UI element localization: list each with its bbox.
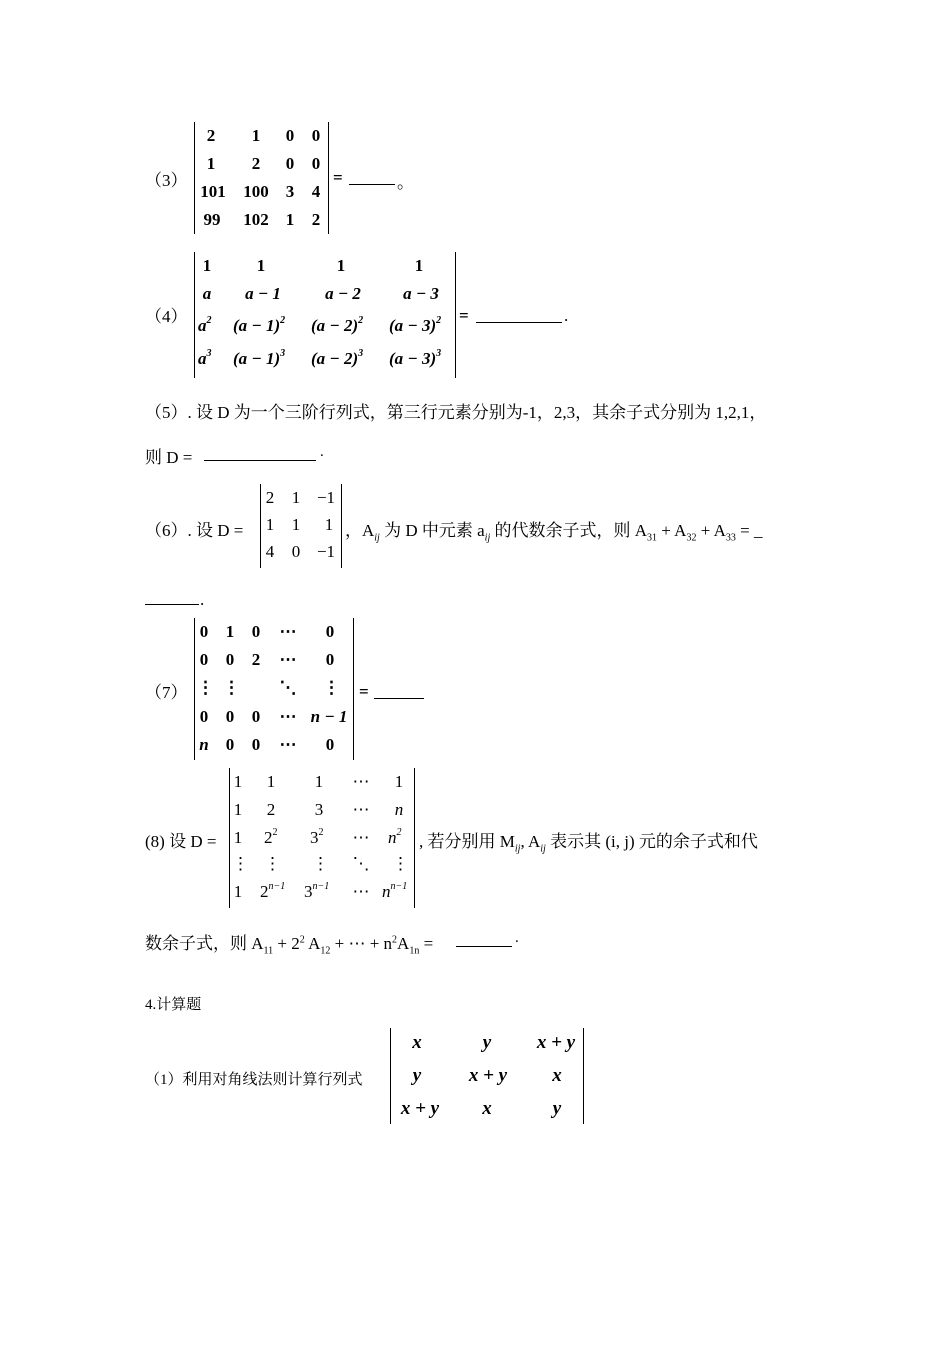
- q8-r1c1: 1: [233, 772, 243, 791]
- q6-r2c3: 1: [324, 515, 334, 534]
- q7-r5c4: ⋯: [279, 735, 297, 754]
- q7-determinant: [194, 618, 354, 760]
- q8-end: .: [515, 930, 519, 946]
- q4-r2c2: a − 1: [245, 284, 281, 303]
- c1-r1c2: y: [482, 1032, 492, 1053]
- q5-answer-blank: [204, 446, 316, 461]
- q8-r4c4: ⋱: [352, 854, 370, 873]
- q3-r3c1: 101: [200, 182, 226, 201]
- q4-r1c4: 1: [414, 256, 424, 275]
- q3-label: （3）: [145, 171, 188, 190]
- q8-r5c1: 1: [233, 882, 243, 901]
- q7-r3c4: ⋱: [279, 678, 297, 697]
- q7-r4c1: 0: [199, 707, 209, 726]
- q7-r3c5: ⋮: [323, 678, 340, 697]
- q4-answer-blank: [476, 308, 562, 323]
- q8-r1c3: 1: [314, 772, 324, 791]
- q5-line2: 则 D =: [145, 448, 193, 467]
- q7-r4c3: 0: [251, 707, 261, 726]
- q6-determinant: [260, 484, 342, 568]
- q3-r2c1: 1: [206, 154, 216, 173]
- q7-r4c2: 0: [225, 707, 235, 726]
- q7-r2c2: 0: [225, 650, 235, 669]
- q7-r5c2: 0: [225, 735, 235, 754]
- q3-r1c4: 0: [311, 126, 321, 145]
- q8-r5c5: $n^{n-1}$: [382, 881, 408, 901]
- c1-r2c3: x: [552, 1065, 562, 1086]
- q8-r3c1: 1: [233, 828, 243, 847]
- q6-r1c3: −1: [316, 488, 336, 507]
- q5-text: （5）. 设 D 为一个三阶行列式，第三行元素分别为-1，2,3，其余子式分别为 1,2,1，: [145, 403, 767, 422]
- c1-determinant: [390, 1028, 584, 1124]
- q4-r3c4: $(a - 3)^2$: [389, 315, 442, 335]
- c1-r1c1: x: [412, 1032, 422, 1053]
- q8-determinant: [229, 768, 415, 908]
- q8-prefix: (8) 设 D =: [145, 832, 217, 851]
- q8-r1c4: ⋯: [352, 772, 370, 791]
- q3-answer-blank: [349, 170, 395, 185]
- q7-r4c4: ⋯: [279, 707, 297, 726]
- q3-r1c3: 0: [285, 126, 295, 145]
- q7-r4c5: n − 1: [310, 707, 348, 726]
- q6-r1c2: 1: [291, 488, 301, 507]
- q6-end: .: [200, 590, 205, 609]
- c1-r1c3: x + y: [536, 1032, 576, 1053]
- q6-r1c1: 2: [265, 488, 275, 507]
- q6-suffix: ，$A_{ij}$ 为 D 中元素 $a_{ij}$ 的代数余子式，则 $A_{31} + A_{32} + A_{33}$ = _: [345, 521, 763, 544]
- q6-r3c1: 4: [265, 542, 275, 561]
- q4-r1c3: 1: [336, 256, 346, 275]
- q4-determinant: [194, 252, 456, 378]
- q4-r4c3: $(a - 2)^3$: [311, 348, 364, 368]
- q3-end: 。: [397, 173, 414, 192]
- q4-r2c1: a: [202, 284, 212, 303]
- q3-r4c2: 102: [243, 210, 269, 229]
- q7-r5c3: 0: [251, 735, 261, 754]
- q7-r5c1: n: [199, 735, 209, 754]
- q7-r2c3: 2: [251, 650, 261, 669]
- q6-prefix: （6）. 设 D =: [145, 521, 244, 540]
- q7-answer-blank: [374, 684, 424, 699]
- q8-r4c3: ⋮: [312, 854, 329, 873]
- q3-determinant: [194, 122, 329, 234]
- q4-r2c4: a − 3: [403, 284, 439, 303]
- q4-r3c2: $(a - 1)^2$: [233, 315, 286, 335]
- q6-answer-blank: [145, 590, 199, 605]
- q8-r3c4: ⋯: [352, 828, 370, 847]
- c1-r2c1: y: [412, 1065, 422, 1086]
- q4-end: .: [564, 306, 569, 325]
- q7-r3c2: ⋮: [223, 678, 240, 697]
- q6-r3c3: −1: [316, 542, 336, 561]
- q8-r2c4: ⋯: [352, 800, 370, 819]
- q4-r2c3: a − 2: [325, 284, 361, 303]
- c1-r3c3: y: [552, 1098, 562, 1119]
- q7-r1c3: 0: [251, 622, 261, 641]
- q7-r3c1: ⋮: [197, 678, 214, 697]
- q8-r3c5: $n^2$: [388, 827, 402, 847]
- c1-r2c2: x + y: [468, 1065, 508, 1086]
- q4-r1c1: 1: [202, 256, 212, 275]
- q8-r2c1: 1: [233, 800, 243, 819]
- q8-r1c2: 1: [266, 772, 276, 791]
- q8-r5c2: $2^{n-1}$: [260, 881, 286, 901]
- c1-label: （1）利用对角线法则计算行列式: [145, 1072, 363, 1088]
- q3-r4c1: 99: [203, 210, 221, 229]
- q8-r2c2: 2: [266, 800, 276, 819]
- q8-r4c5: ⋮: [392, 854, 409, 873]
- q4-r4c4: $(a - 3)^3$: [389, 348, 442, 368]
- q3-equals: =: [333, 168, 343, 187]
- q3-r3c4: 4: [311, 182, 321, 201]
- q5-end: .: [320, 444, 324, 460]
- q4-r3c3: $(a - 2)^2$: [311, 315, 364, 335]
- q6-r3c2: 0: [291, 542, 301, 561]
- q3-r2c3: 0: [285, 154, 295, 173]
- q7-r1c2: 1: [225, 622, 235, 641]
- q4-r1c2: 1: [256, 256, 266, 275]
- q4-label: （4）: [145, 307, 188, 326]
- q8-answer-blank: [456, 932, 512, 947]
- q4-r3c1: $a^2$: [198, 315, 212, 335]
- q3-r3c3: 3: [285, 182, 295, 201]
- q3-r4c4: 2: [311, 210, 321, 229]
- q3-r2c4: 0: [311, 154, 321, 173]
- q8-r2c5: n: [394, 800, 404, 819]
- q8-r5c3: $3^{n-1}$: [304, 881, 330, 901]
- q8-r1c5: 1: [394, 772, 404, 791]
- q8-r4c1: ⋮: [232, 854, 249, 873]
- q7-r2c1: 0: [199, 650, 209, 669]
- q8-r3c2: $2^2$: [264, 827, 278, 847]
- q8-r4c2: ⋮: [264, 854, 281, 873]
- q7-r1c4: ⋯: [279, 622, 297, 641]
- q3-r3c2: 100: [243, 182, 269, 201]
- q8-line2: 数余子式，则 $A_{11} + 2^2$ $A_{12}$ + ⋯ + $n^2A_{1n}$ =: [145, 934, 434, 957]
- q4-equals: =: [459, 306, 469, 325]
- q8-suffix: , 若分别用 $M_{ij}$, $A_{ij}$ 表示其 (i, j) 元的余子式和代: [419, 832, 758, 855]
- q6-r2c2: 1: [291, 515, 301, 534]
- q4-r4c1: $a^3$: [198, 348, 212, 368]
- q8-r3c3: $3^2$: [310, 827, 324, 847]
- q7-r2c4: ⋯: [279, 650, 297, 669]
- section-4-title: 4.计算题: [145, 997, 202, 1013]
- q3-r4c3: 1: [285, 210, 295, 229]
- q3-r1c2: 1: [251, 126, 261, 145]
- q7-r1c1: 0: [199, 622, 209, 641]
- q3-r2c2: 2: [251, 154, 261, 173]
- q7-r1c5: 0: [325, 622, 335, 641]
- q7-r2c5: 0: [325, 650, 335, 669]
- q8-r2c3: 3: [314, 800, 324, 819]
- q8-r5c4: ⋯: [352, 882, 370, 901]
- q7-equals: =: [359, 682, 369, 701]
- q3-r1c1: 2: [206, 126, 216, 145]
- c1-r3c1: x + y: [400, 1098, 440, 1119]
- q7-r5c5: 0: [325, 735, 335, 754]
- q4-r4c2: $(a - 1)^3$: [233, 348, 286, 368]
- q6-r2c1: 1: [265, 515, 275, 534]
- c1-r3c2: x: [482, 1098, 492, 1119]
- q7-label: （7）: [145, 683, 188, 702]
